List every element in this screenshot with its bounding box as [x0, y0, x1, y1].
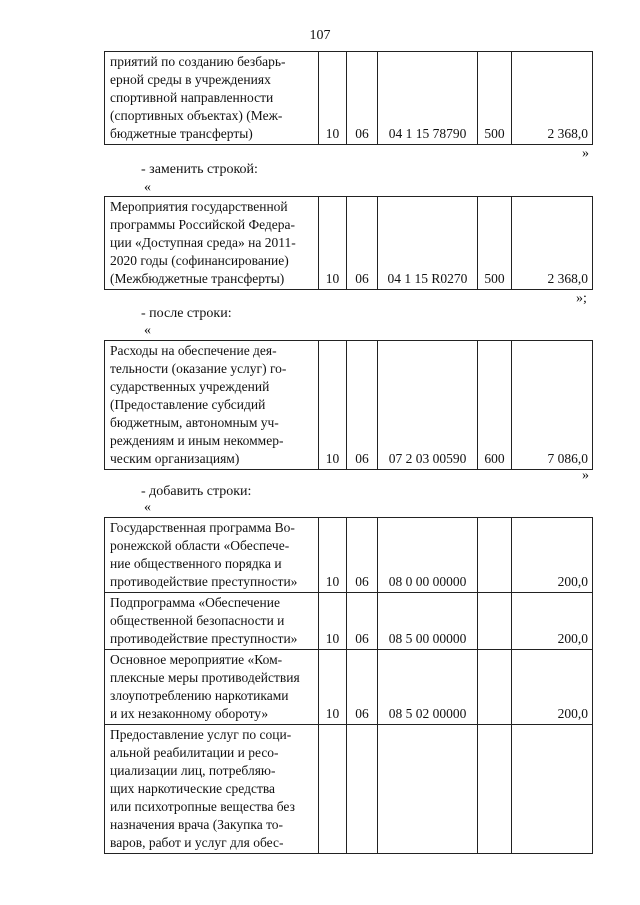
note-replace: - заменить строкой: — [141, 162, 258, 177]
target-article-code: 07 2 03 00590 — [378, 341, 478, 470]
opening-quote: « — [144, 323, 151, 338]
target-article-code: 04 1 15 78790 — [378, 52, 478, 145]
amount: 200,0 — [512, 593, 593, 650]
amount — [512, 725, 593, 854]
target-article-code: 04 1 15 R0270 — [378, 197, 478, 290]
note-add: - добавить строки: — [141, 484, 252, 499]
row-description: приятий по созданию безбарь- ерной среды в учреждениях спортивной направленности (спортивных объектах) (Меж- бюджетные трансферты) — [105, 52, 319, 145]
row-description: Мероприятия государственной программы Российской Федера- ции «Доступная среда» на 2011- 2020 годы (софинансирование) (Межбюджетные трансферты) — [105, 197, 319, 290]
table-row — [105, 593, 593, 650]
expense-type-code — [478, 650, 512, 725]
table-row — [105, 52, 593, 145]
note-after: - после строки: — [141, 306, 232, 321]
section-code: 10 — [319, 197, 347, 290]
subsection-code: 06 — [347, 52, 378, 145]
row-description: Расходы на обеспечение дея- тельности (оказание услуг) го- сударственных учреждений (Предоставление субсидий бюджетным, автономным уч- реждениям и иным некоммер- ческим организациям) — [105, 341, 319, 470]
amount: 2 368,0 — [512, 52, 593, 145]
target-article-code: 08 5 02 00000 — [378, 650, 478, 725]
subsection-code: 06 — [347, 197, 378, 290]
section-code: 10 — [319, 518, 347, 593]
page-number: 107 — [309, 28, 331, 43]
budget-table-4 — [104, 517, 593, 854]
expense-type-code: 500 — [478, 52, 512, 145]
amount: 2 368,0 — [512, 197, 593, 290]
closing-quote: » — [582, 146, 589, 161]
target-article-code: 08 5 00 00000 — [378, 593, 478, 650]
expense-type-code — [478, 593, 512, 650]
subsection-code: 06 — [347, 650, 378, 725]
row-description: Подпрограмма «Обеспечение общественной безопасности и противодействие преступности» — [105, 593, 319, 650]
budget-table-1 — [104, 51, 593, 145]
section-code — [319, 725, 347, 854]
opening-quote: « — [144, 500, 151, 515]
target-article-code: 08 0 00 00000 — [378, 518, 478, 593]
amount: 200,0 — [512, 518, 593, 593]
table-row — [105, 197, 593, 290]
subsection-code: 06 — [347, 593, 378, 650]
budget-table-2 — [104, 196, 593, 290]
section-code: 10 — [319, 593, 347, 650]
table-row — [105, 341, 593, 470]
budget-table-3 — [104, 340, 593, 470]
row-description: Предоставление услуг по соци- альной реабилитации и ресо- циализации лиц, потребляю- щих наркотические средства или психотропные вещества без назначения врача (Закупка то- варов, работ и услуг для обес- — [105, 725, 319, 854]
expense-type-code — [478, 725, 512, 854]
expense-type-code — [478, 518, 512, 593]
amount: 200,0 — [512, 650, 593, 725]
table-row — [105, 650, 593, 725]
subsection-code: 06 — [347, 341, 378, 470]
row-description: Государственная программа Во- ронежской области «Обеспече- ние общественного порядка и противодействие преступности» — [105, 518, 319, 593]
subsection-code: 06 — [347, 518, 378, 593]
row-description: Основное мероприятие «Ком- плексные меры противодействия злоупотреблению наркотиками и их незаконному обороту» — [105, 650, 319, 725]
table-row — [105, 518, 593, 593]
target-article-code — [378, 725, 478, 854]
closing-quote-semicolon: »; — [576, 291, 587, 306]
table-row — [105, 725, 593, 854]
amount: 7 086,0 — [512, 341, 593, 470]
section-code: 10 — [319, 341, 347, 470]
opening-quote: « — [144, 180, 151, 195]
subsection-code — [347, 725, 378, 854]
closing-quote: » — [582, 468, 589, 483]
section-code: 10 — [319, 52, 347, 145]
section-code: 10 — [319, 650, 347, 725]
expense-type-code: 500 — [478, 197, 512, 290]
expense-type-code: 600 — [478, 341, 512, 470]
